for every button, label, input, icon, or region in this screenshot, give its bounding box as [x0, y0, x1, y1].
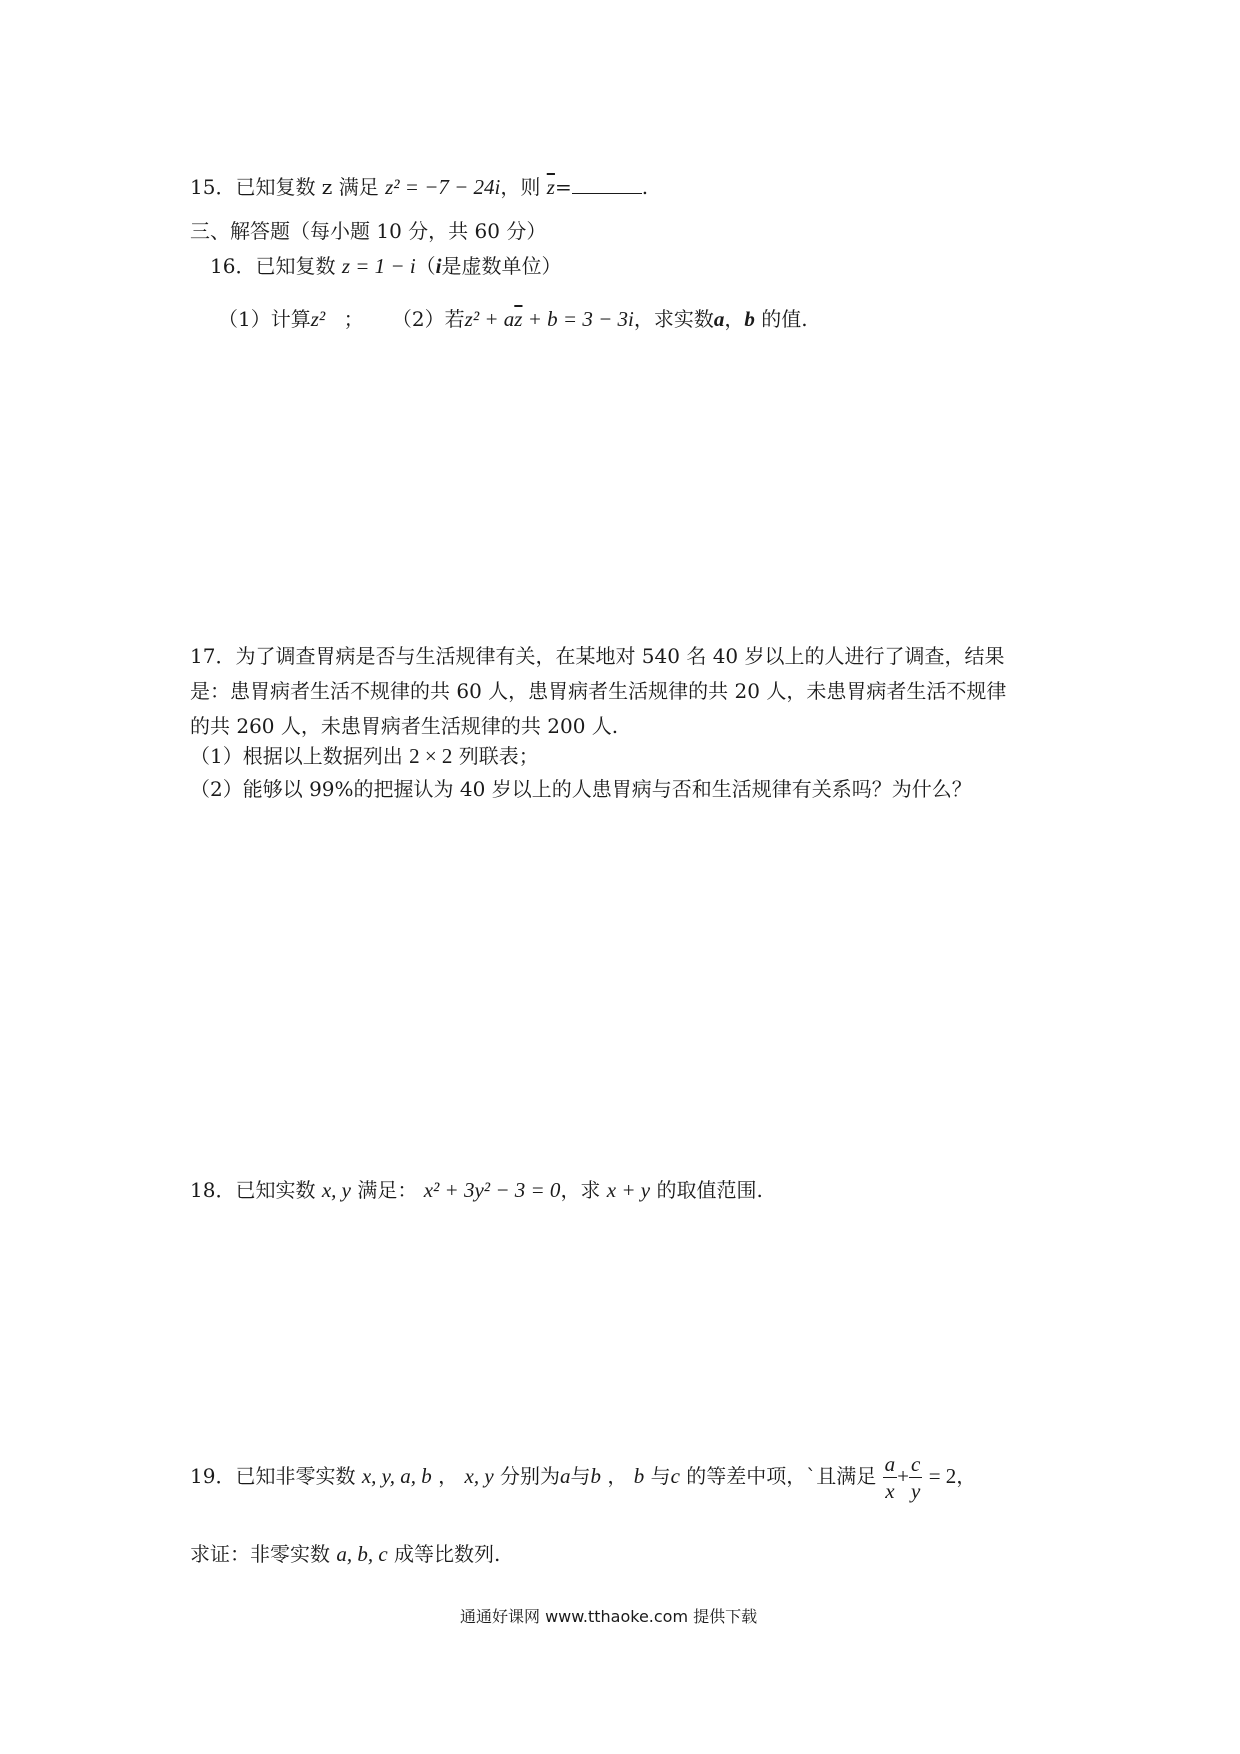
q16-var-a: a — [713, 307, 725, 331]
q19-vars: x, y, a, b — [361, 1464, 432, 1488]
question-15: 15．已知复数 z 满足 z² = −7 − 24i，则 $\overline{z}=$ . — [190, 175, 649, 199]
q19-text-a: 已知非零实数 — [235, 1464, 356, 1488]
q16-part2-text: ，求实数 — [633, 307, 714, 331]
q18-text-b: 满足： — [357, 1178, 418, 1202]
q17-part1-math: 2 × 2 — [409, 744, 453, 768]
q15-text-b: ，则 — [500, 175, 541, 199]
q19-proof-math: a, b, c — [336, 1542, 388, 1566]
q19-proof-line — [190, 1540, 500, 1568]
q19-proof-b: 成等比数列. — [394, 1542, 501, 1566]
q17-line-1: 17．为了调查胃病是否与生活规律有关，在某地对 540 名 40 岁以上的人进行了调查，结果 — [190, 644, 1005, 668]
q15-equation: z² = −7 − 24i — [385, 175, 501, 199]
question-19 — [190, 1446, 976, 1506]
q16-z-def: z = 1 − i — [341, 254, 416, 278]
q19-xy: x, y — [464, 1464, 494, 1488]
q17-part-1 — [190, 742, 539, 770]
q15-number: 15． — [190, 175, 236, 199]
q16-part1-math: z² — [310, 307, 326, 331]
q16-comma: ， — [724, 307, 745, 331]
q16-text-b: 是虚数单位） — [441, 254, 562, 278]
q15-conjugate-z: $\overline{z}$ — [546, 175, 555, 199]
q19-c: c — [670, 1464, 680, 1488]
q18-number: 18． — [190, 1178, 236, 1202]
q16-part2-math-b: + b = 3 − 3i — [522, 307, 634, 331]
q19-b2: b — [633, 1464, 645, 1488]
q19-frac1-den: x — [883, 1477, 898, 1504]
q17-part1-b: 列联表； — [458, 744, 539, 768]
page-footer: 通通好课网 www.tthaoke.com 提供下载 — [460, 1607, 758, 1626]
q16-part1-sep: ； — [343, 307, 364, 331]
q19-text-d: 与 — [650, 1464, 671, 1488]
q19-text-c: 与 — [570, 1464, 591, 1488]
q19-frac2-num: c — [911, 1452, 921, 1476]
q16-part2-conjugate-z: $\overline{z}$ — [514, 307, 523, 331]
q17-part1-a: （1）根据以上数据列出 — [190, 744, 403, 768]
q19-fraction-c-over-y — [909, 1451, 922, 1504]
q19-fraction-a-over-x — [883, 1451, 898, 1504]
q15-text-a: 已知复数 z 满足 — [235, 175, 379, 199]
q19-a: a — [560, 1464, 571, 1488]
question-16-parts — [218, 305, 808, 333]
q18-sum: x + y — [606, 1178, 651, 1202]
q18-text-a: 已知实数 — [235, 1178, 316, 1202]
q16-number: 16． — [210, 254, 256, 278]
q19-plus: + — [897, 1464, 909, 1488]
q18-equation: x² + 3y² − 3 = 0 — [423, 1178, 561, 1202]
q19-proof-a: 求证：非零实数 — [190, 1542, 330, 1566]
q19-b: b — [590, 1464, 602, 1488]
section-3-heading: 三、解答题（每小题 10 分，共 60 分） — [190, 219, 547, 243]
q19-text-e: 的等差中项，`且满足 — [686, 1464, 877, 1488]
q17-line-3: 的共 260 人，未患胃病者生活规律的共 200 人. — [190, 714, 619, 738]
q16-part2-math-a: z² + a — [464, 307, 515, 331]
q18-vars: x, y — [321, 1178, 351, 1202]
question-18 — [190, 1176, 763, 1204]
q18-text-c: ，求 — [560, 1178, 601, 1202]
q16-part2-label: （2）若 — [391, 307, 465, 331]
q19-frac2-den: y — [911, 1479, 921, 1503]
q19-comma1: ， — [438, 1464, 459, 1488]
q19-text-b: 分别为 — [500, 1464, 561, 1488]
q16-paren-open: （ — [415, 254, 436, 278]
q16-text-a: 已知复数 — [255, 254, 336, 278]
q16-i-var: i — [435, 254, 442, 278]
q15-answer-blank — [572, 173, 642, 194]
q15-eq-sign: = — [554, 175, 572, 199]
q19-number: 19． — [190, 1464, 236, 1488]
q19-frac1-num: a — [884, 1452, 896, 1476]
q19-comma3: ， — [956, 1464, 977, 1488]
q19-eq-tail: = 2 — [928, 1464, 957, 1488]
q19-comma2: ， — [607, 1464, 628, 1488]
q16-part1-label: （1）计算 — [218, 307, 311, 331]
question-16 — [210, 252, 562, 280]
q16-var-b: b — [744, 307, 755, 331]
q17-part-2: （2）能够以 99%的把握认为 40 岁以上的人患胃病与否和生活规律有关系吗？为什么？ — [190, 777, 972, 801]
q18-text-d: 的取值范围. — [656, 1178, 763, 1202]
q17-line-2: 是：患胃病者生活不规律的共 60 人，患胃病者生活规律的共 20 人，未患胃病者生活不规律 — [190, 679, 1007, 703]
q16-tail: 的值. — [761, 307, 808, 331]
